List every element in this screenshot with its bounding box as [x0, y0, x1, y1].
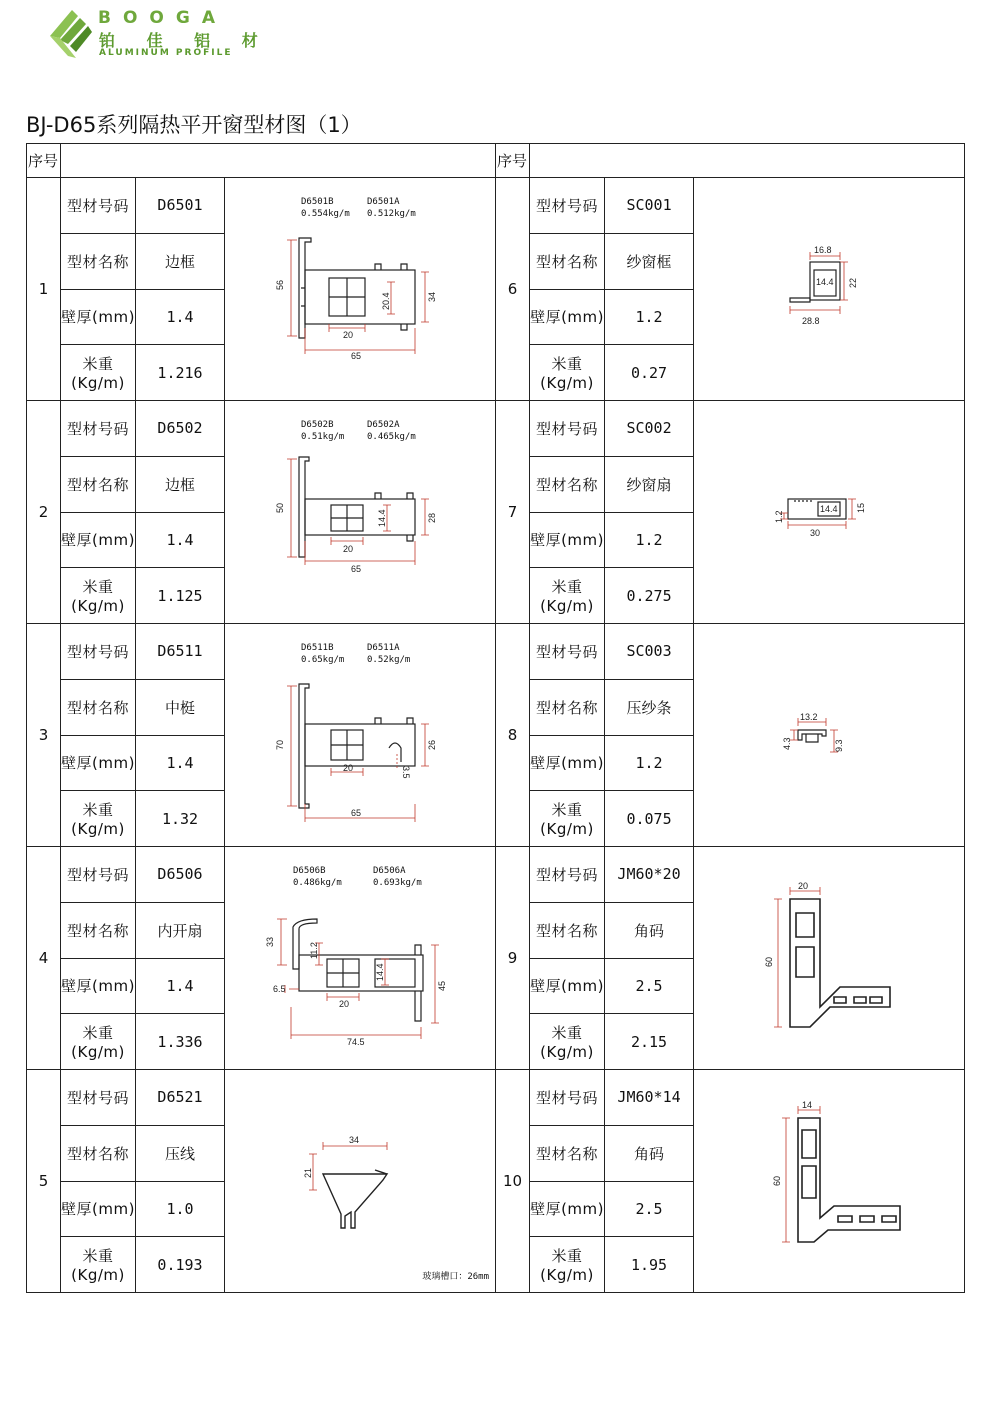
- brand-name-cn: 铂 佳 铝 材: [99, 31, 271, 50]
- svg-text:65: 65: [351, 351, 362, 361]
- profile-drawing: [225, 178, 496, 401]
- table-row: [27, 624, 965, 680]
- part-b-info: D6511B 0.65kg/m: [301, 643, 345, 665]
- profile-code: D6521: [136, 1070, 225, 1126]
- svg-text:22: 22: [848, 277, 859, 288]
- profile-code: JM60*20: [605, 847, 694, 903]
- profile-name: 边框: [136, 233, 225, 289]
- label-thickness: 壁厚(mm): [530, 958, 605, 1014]
- svg-text:20: 20: [343, 763, 354, 773]
- label-code: 型材号码: [61, 847, 136, 903]
- brand-logo: [46, 6, 286, 66]
- row-number: 2: [27, 401, 61, 624]
- svg-text:50: 50: [275, 502, 285, 513]
- profile-drawing: [225, 1070, 496, 1293]
- svg-text:14.4: 14.4: [820, 504, 838, 514]
- meter-weight: 1.336: [136, 1014, 225, 1070]
- profile-section-drawing: [225, 401, 496, 623]
- row-number: 7: [496, 401, 530, 624]
- label-code: 型材号码: [61, 401, 136, 457]
- glass-slot-note: 玻璃槽口：26mm: [422, 1272, 490, 1282]
- wall-thickness: 1.4: [136, 735, 225, 791]
- row-number: 8: [496, 624, 530, 847]
- row-number: 5: [27, 1070, 61, 1293]
- profile-section-drawing: [225, 624, 496, 846]
- label-weight: 米重 (Kg/m): [530, 1014, 605, 1070]
- label-name: 型材名称: [530, 233, 605, 289]
- svg-text:3.5: 3.5: [401, 766, 411, 779]
- meter-weight: 0.193: [136, 1237, 225, 1293]
- profile-section-drawing: [225, 178, 496, 400]
- profile-table: [26, 143, 965, 1293]
- label-weight: 米重 (Kg/m): [530, 1237, 605, 1293]
- profile-drawing: [694, 624, 965, 847]
- profile-code: D6502: [136, 401, 225, 457]
- meter-weight: 0.275: [605, 568, 694, 624]
- label-name: 型材名称: [61, 902, 136, 958]
- svg-text:28.8: 28.8: [802, 316, 820, 326]
- brand-name: BOOGA: [98, 8, 227, 28]
- svg-text:16.8: 16.8: [814, 245, 832, 255]
- row-number: 10: [496, 1070, 530, 1293]
- row-number: 6: [496, 178, 530, 401]
- profile-code: SC002: [605, 401, 694, 457]
- header-index-right: 序号: [496, 144, 530, 178]
- part-b-info: D6501B 0.554kg/m: [301, 197, 350, 219]
- profile-drawing: [225, 401, 496, 624]
- svg-text:20: 20: [343, 544, 354, 554]
- wall-thickness: 2.5: [605, 1181, 694, 1237]
- label-thickness: 壁厚(mm): [530, 289, 605, 345]
- profile-section-drawing: [694, 178, 965, 400]
- header-index-left: 序号: [27, 144, 61, 178]
- wall-thickness: 1.4: [136, 289, 225, 345]
- meter-weight: 2.15: [605, 1014, 694, 1070]
- profile-name: 内开扇: [136, 902, 225, 958]
- label-name: 型材名称: [61, 456, 136, 512]
- label-code: 型材号码: [61, 178, 136, 234]
- profile-section-drawing: [694, 1070, 965, 1292]
- label-code: 型材号码: [61, 624, 136, 680]
- label-thickness: 壁厚(mm): [530, 1181, 605, 1237]
- profile-name: 压线: [136, 1125, 225, 1181]
- label-name: 型材名称: [530, 1125, 605, 1181]
- svg-text:20.4: 20.4: [381, 292, 391, 310]
- svg-text:65: 65: [351, 564, 362, 574]
- svg-text:74.5: 74.5: [347, 1037, 365, 1047]
- label-thickness: 壁厚(mm): [61, 958, 136, 1014]
- label-name: 型材名称: [530, 456, 605, 512]
- label-name: 型材名称: [530, 679, 605, 735]
- wall-thickness: 1.2: [605, 735, 694, 791]
- row-number: 1: [27, 178, 61, 401]
- wall-thickness: 2.5: [605, 958, 694, 1014]
- page-title: BJ-D65系列隔热平开窗型材图（1）: [26, 113, 362, 137]
- svg-text:60: 60: [764, 956, 775, 967]
- label-name: 型材名称: [530, 902, 605, 958]
- table-row: [27, 1070, 965, 1126]
- label-thickness: 壁厚(mm): [530, 735, 605, 791]
- svg-text:70: 70: [275, 739, 285, 750]
- svg-text:60: 60: [772, 1175, 783, 1186]
- wall-thickness: 1.4: [136, 958, 225, 1014]
- meter-weight: 0.27: [605, 345, 694, 401]
- label-weight: 米重 (Kg/m): [61, 1014, 136, 1070]
- svg-text:30: 30: [810, 528, 821, 538]
- profile-name: 纱窗扇: [605, 456, 694, 512]
- svg-text:1.2: 1.2: [774, 510, 785, 523]
- table-row: [27, 847, 965, 903]
- label-thickness: 壁厚(mm): [61, 289, 136, 345]
- label-name: 型材名称: [61, 1125, 136, 1181]
- profile-code: D6511: [136, 624, 225, 680]
- row-number: 9: [496, 847, 530, 1070]
- profile-name: 角码: [605, 1125, 694, 1181]
- table-row: [27, 178, 965, 234]
- wall-thickness: 1.0: [136, 1181, 225, 1237]
- profile-drawing: [694, 847, 965, 1070]
- part-a-info: D6501A 0.512kg/m: [367, 197, 416, 219]
- label-thickness: 壁厚(mm): [61, 512, 136, 568]
- profile-code: JM60*14: [605, 1070, 694, 1126]
- svg-text:45: 45: [437, 980, 447, 991]
- label-code: 型材号码: [530, 847, 605, 903]
- part-a-info: D6511A 0.52kg/m: [367, 643, 411, 665]
- header-blank-left: [61, 144, 496, 178]
- label-weight: 米重 (Kg/m): [61, 1237, 136, 1293]
- profile-code: D6501: [136, 178, 225, 234]
- profile-name: 中梃: [136, 679, 225, 735]
- svg-text:13.2: 13.2: [800, 712, 818, 722]
- svg-text:14.4: 14.4: [816, 277, 834, 287]
- svg-text:28: 28: [427, 512, 437, 523]
- svg-text:65: 65: [351, 808, 362, 818]
- profile-name: 纱窗框: [605, 233, 694, 289]
- profile-drawing: [225, 624, 496, 847]
- header-blank-right: [530, 144, 965, 178]
- profile-name: 压纱条: [605, 679, 694, 735]
- logo-mark-icon: [46, 6, 96, 62]
- table-header: [27, 144, 965, 178]
- meter-weight: 0.075: [605, 791, 694, 847]
- svg-text:34: 34: [349, 1135, 360, 1145]
- svg-text:6.5: 6.5: [273, 984, 286, 994]
- meter-weight: 1.32: [136, 791, 225, 847]
- label-weight: 米重 (Kg/m): [530, 568, 605, 624]
- profile-section-drawing: [694, 624, 965, 846]
- svg-text:34: 34: [427, 291, 437, 302]
- profile-drawing: [694, 401, 965, 624]
- brand-name-en: ALUMINUM PROFILE: [99, 48, 233, 58]
- label-thickness: 壁厚(mm): [61, 1181, 136, 1237]
- svg-text:20: 20: [343, 330, 354, 340]
- svg-text:4.3: 4.3: [782, 737, 793, 750]
- part-a-info: D6506A 0.693kg/m: [373, 866, 422, 888]
- label-name: 型材名称: [61, 679, 136, 735]
- profile-drawing: [694, 178, 965, 401]
- wall-thickness: 1.2: [605, 512, 694, 568]
- svg-text:9.3: 9.3: [834, 739, 845, 752]
- profile-section-drawing: [694, 401, 965, 623]
- svg-text:11.2: 11.2: [309, 942, 319, 959]
- part-a-info: D6502A 0.465kg/m: [367, 420, 416, 442]
- label-code: 型材号码: [530, 178, 605, 234]
- label-name: 型材名称: [61, 233, 136, 289]
- label-code: 型材号码: [530, 401, 605, 457]
- label-code: 型材号码: [530, 624, 605, 680]
- label-weight: 米重 (Kg/m): [530, 791, 605, 847]
- meter-weight: 1.216: [136, 345, 225, 401]
- svg-text:56: 56: [275, 279, 285, 290]
- svg-text:20: 20: [339, 999, 350, 1009]
- profile-code: SC003: [605, 624, 694, 680]
- label-code: 型材号码: [530, 1070, 605, 1126]
- label-weight: 米重 (Kg/m): [61, 791, 136, 847]
- label-code: 型材号码: [61, 1070, 136, 1126]
- table-row: [27, 401, 965, 457]
- part-b-info: D6502B 0.51kg/m: [301, 420, 345, 442]
- label-weight: 米重 (Kg/m): [61, 345, 136, 401]
- profile-drawing: [225, 847, 496, 1070]
- svg-text:14.4: 14.4: [375, 963, 385, 981]
- svg-text:15: 15: [856, 502, 867, 513]
- svg-text:26: 26: [427, 739, 437, 750]
- svg-text:33: 33: [265, 936, 275, 947]
- profile-name: 边框: [136, 456, 225, 512]
- svg-text:21: 21: [303, 1167, 313, 1178]
- profile-section-drawing: [694, 847, 965, 1069]
- wall-thickness: 1.2: [605, 289, 694, 345]
- part-b-info: D6506B 0.486kg/m: [293, 866, 342, 888]
- wall-thickness: 1.4: [136, 512, 225, 568]
- svg-text:20: 20: [798, 881, 809, 891]
- profile-code: D6506: [136, 847, 225, 903]
- row-number: 4: [27, 847, 61, 1070]
- profile-drawing: [694, 1070, 965, 1293]
- meter-weight: 1.95: [605, 1237, 694, 1293]
- label-weight: 米重 (Kg/m): [530, 345, 605, 401]
- profile-code: SC001: [605, 178, 694, 234]
- label-thickness: 壁厚(mm): [530, 512, 605, 568]
- profile-section-drawing: [225, 1070, 496, 1292]
- svg-text:14.4: 14.4: [377, 509, 387, 527]
- profile-name: 角码: [605, 902, 694, 958]
- profile-section-drawing: [225, 847, 496, 1069]
- svg-text:14: 14: [802, 1100, 813, 1110]
- row-number: 3: [27, 624, 61, 847]
- meter-weight: 1.125: [136, 568, 225, 624]
- label-thickness: 壁厚(mm): [61, 735, 136, 791]
- label-weight: 米重 (Kg/m): [61, 568, 136, 624]
